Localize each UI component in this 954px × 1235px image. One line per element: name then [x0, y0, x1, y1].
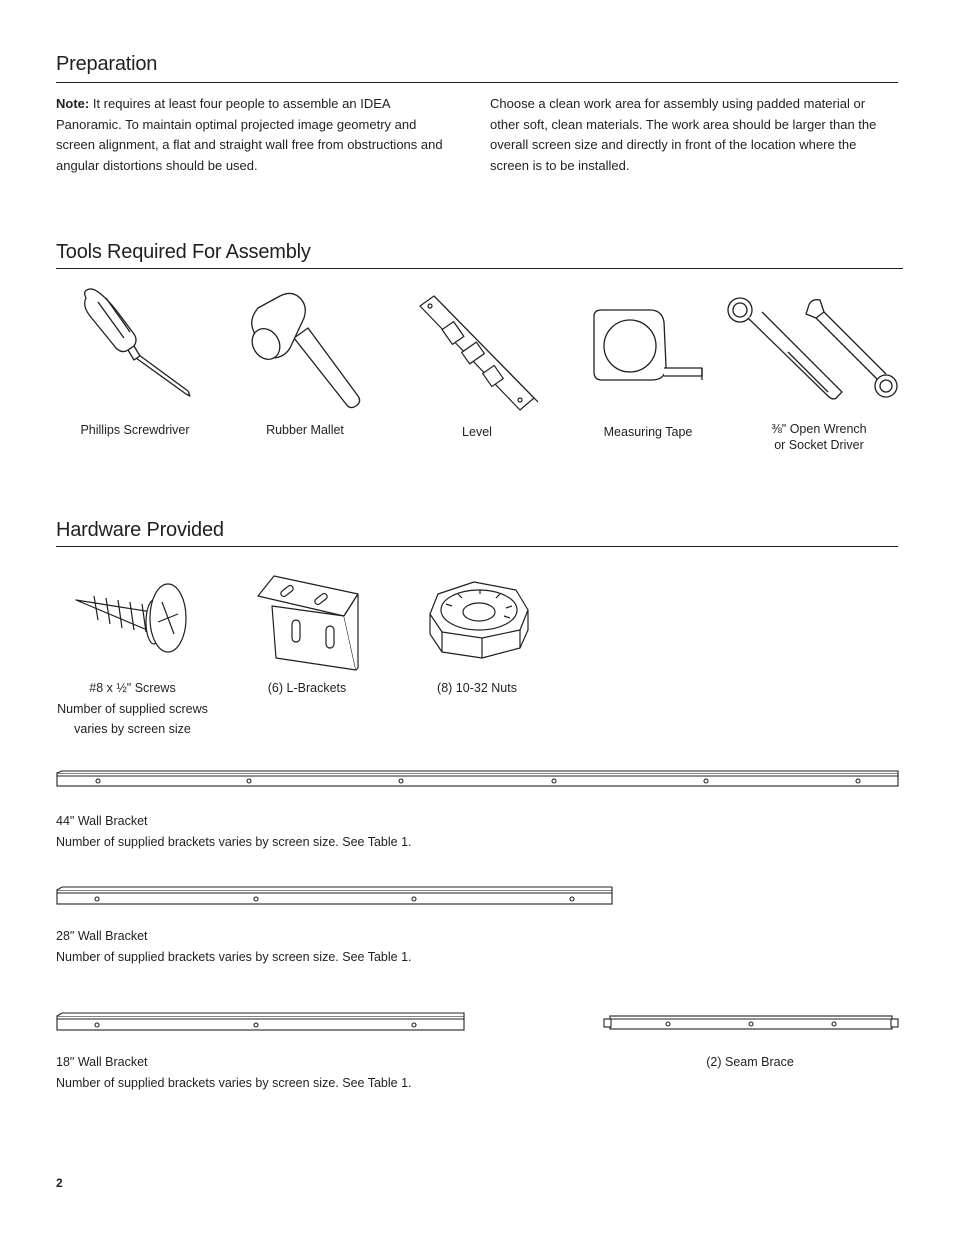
tool-label-wrench-line2: or Socket Driver	[774, 437, 864, 452]
preparation-title: Preparation	[56, 53, 158, 75]
bracket-28-image	[56, 886, 614, 906]
tool-label-wrench	[744, 422, 894, 453]
note-label: Note:	[56, 96, 90, 111]
tool-label-mallet: Rubber Mallet	[266, 423, 344, 437]
hardware-title: Hardware Provided	[56, 519, 224, 541]
bracket-44-label: 44" Wall Bracket	[56, 814, 148, 828]
bracket-44-caption	[56, 811, 556, 852]
bracket-18-note: Number of supplied brackets varies by screen size. See Table 1.	[56, 1075, 412, 1090]
l-brackets-label: (6) L-Brackets	[267, 681, 347, 695]
wrench-icon	[724, 294, 900, 406]
bracket-18-image	[56, 1012, 466, 1032]
measuring-tape-icon	[590, 306, 710, 386]
tools-rule	[56, 268, 903, 269]
bracket-44-note: Number of supplied brackets varies by screen size. See Table 1.	[56, 834, 412, 849]
screw-icon	[72, 580, 192, 658]
seam-brace-image	[602, 1013, 900, 1033]
nuts-label: (8) 10-32 Nuts	[437, 681, 517, 695]
bracket-28-note: Number of supplied brackets varies by screen size. See Table 1.	[56, 949, 412, 964]
screws-note-line1: Number of supplied screws	[57, 701, 208, 716]
mallet-icon	[246, 292, 366, 414]
tool-label-screwdriver: Phillips Screwdriver	[80, 423, 190, 437]
work-area-paragraph: Choose a clean work area for assembly using padded material or other soft, clean materials. The work area should be larger than the overall screen size and directly in front of the location where the screen is to be installed.	[490, 96, 877, 173]
screws-label: #8 x ½" Screws	[89, 681, 176, 695]
tools-title: Tools Required For Assembly	[56, 241, 311, 263]
bracket-44-image	[56, 770, 900, 788]
nut-icon	[424, 574, 534, 660]
bracket-28-caption	[56, 926, 556, 967]
preparation-rule	[56, 82, 898, 83]
screws-note-line2: varies by screen size	[74, 722, 191, 736]
bracket-28-label: 28" Wall Bracket	[56, 929, 148, 943]
tool-label-wrench-line1: ⅜" Open Wrench	[771, 422, 867, 436]
level-icon	[416, 292, 538, 414]
tool-label-measuring-tape: Measuring Tape	[603, 425, 693, 439]
bracket-18-label: 18" Wall Bracket	[56, 1055, 148, 1069]
screwdriver-icon	[76, 286, 196, 401]
note-text: It requires at least four people to assemble an IDEA Panoramic. To maintain optimal projected image geometry and screen alignment, a flat and straight wall free from obstructions and angular distortions should be used.	[56, 96, 443, 173]
screws-caption	[50, 678, 215, 740]
bracket-18-caption	[56, 1052, 556, 1093]
l-bracket-icon	[254, 574, 364, 672]
page-number: 2	[56, 1176, 63, 1190]
hardware-rule	[56, 546, 898, 547]
note-paragraph	[56, 94, 456, 176]
tool-label-level: Level	[462, 425, 492, 439]
seam-brace-label: (2) Seam Brace	[706, 1055, 794, 1069]
